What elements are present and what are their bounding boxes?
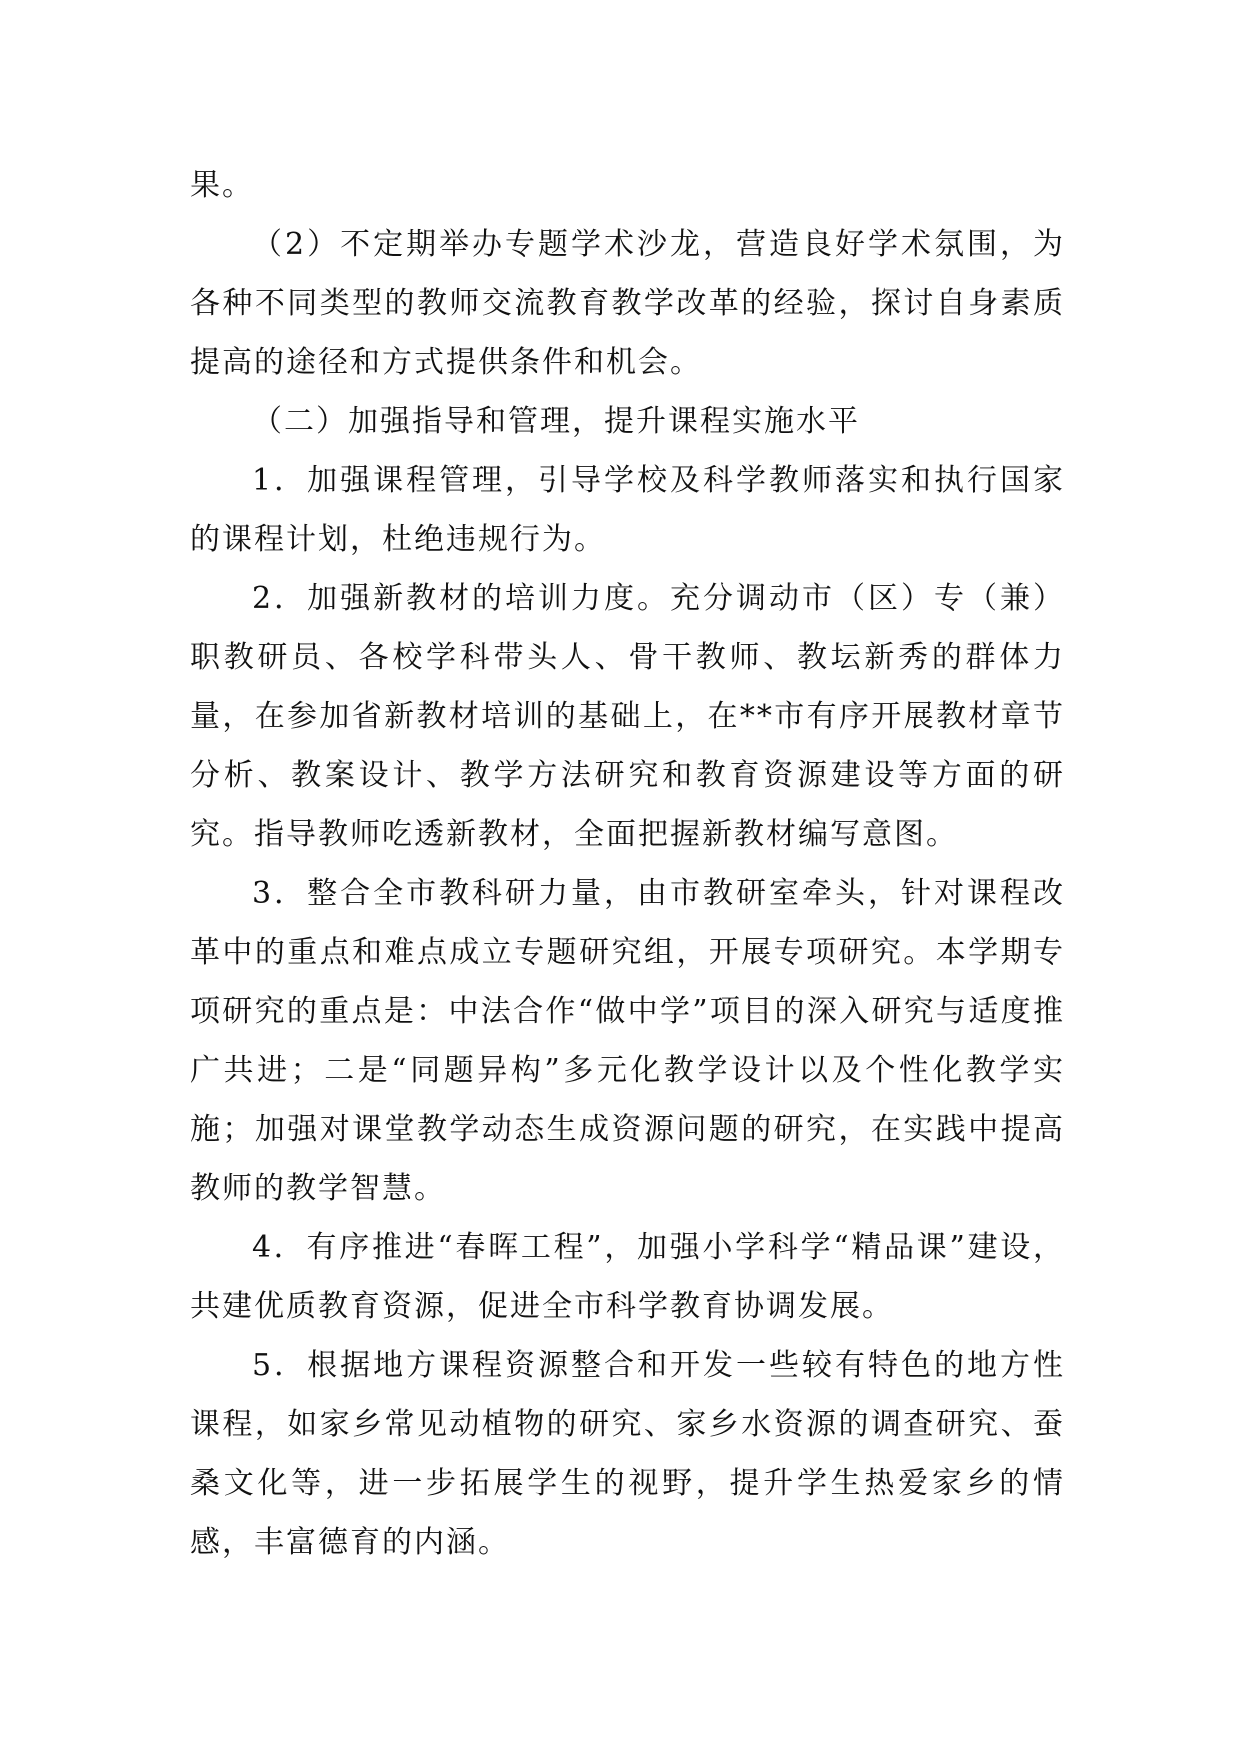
section-heading-guidance: （二）加强指导和管理，提升课程实施水平: [252, 404, 860, 439]
paragraph-academic-salon: （2）不定期举办专题学术沙龙，营造良好学术氛围，为各种不同类型的教师交流教育教学改革的经验，探讨自身素质提高的途径和方式提供条件和机会。: [190, 227, 1065, 380]
paragraph-item-2: 2．加强新教材的培训力度。充分调动市（区）专（兼）职教研员、各校学科带头人、骨干教师、教坛新秀的群体力量，在参加省新教材培训的基础上，在**市有序开展教材章节分析、教案设计、教学方法研究和教育资源建设等方面的研究。指导教师吃透新教材，全面把握新教材编写意图。: [190, 581, 1065, 852]
paragraph-item-5: 5．根据地方课程资源整合和开发一些较有特色的地方性课程，如家乡常见动植物的研究、家乡水资源的调查研究、蚕桑文化等，进一步拓展学生的视野，提升学生热爱家乡的情感，丰富德育的内涵。: [190, 1348, 1065, 1560]
paragraph-item-3: 3．整合全市教科研力量，由市教研室牵头，针对课程改革中的重点和难点成立专题研究组，开展专项研究。本学期专项研究的重点是：中法合作“做中学”项目的深入研究与适度推广共进；二是“同题异构”多元化教学设计以及个性化教学实施；加强对课堂教学动态生成资源问题的研究，在实践中提高教师的教学智慧。: [190, 876, 1065, 1206]
paragraph-continuation: 果。: [190, 168, 254, 203]
document-body: [190, 156, 1065, 1572]
paragraph-item-1: 1．加强课程管理，引导学校及科学教师落实和执行国家的课程计划，杜绝违规行为。: [190, 463, 1065, 557]
paragraph-item-4: 4．有序推进“春晖工程”，加强小学科学“精品课”建设，共建优质教育资源，促进全市科学教育协调发展。: [190, 1230, 1065, 1324]
